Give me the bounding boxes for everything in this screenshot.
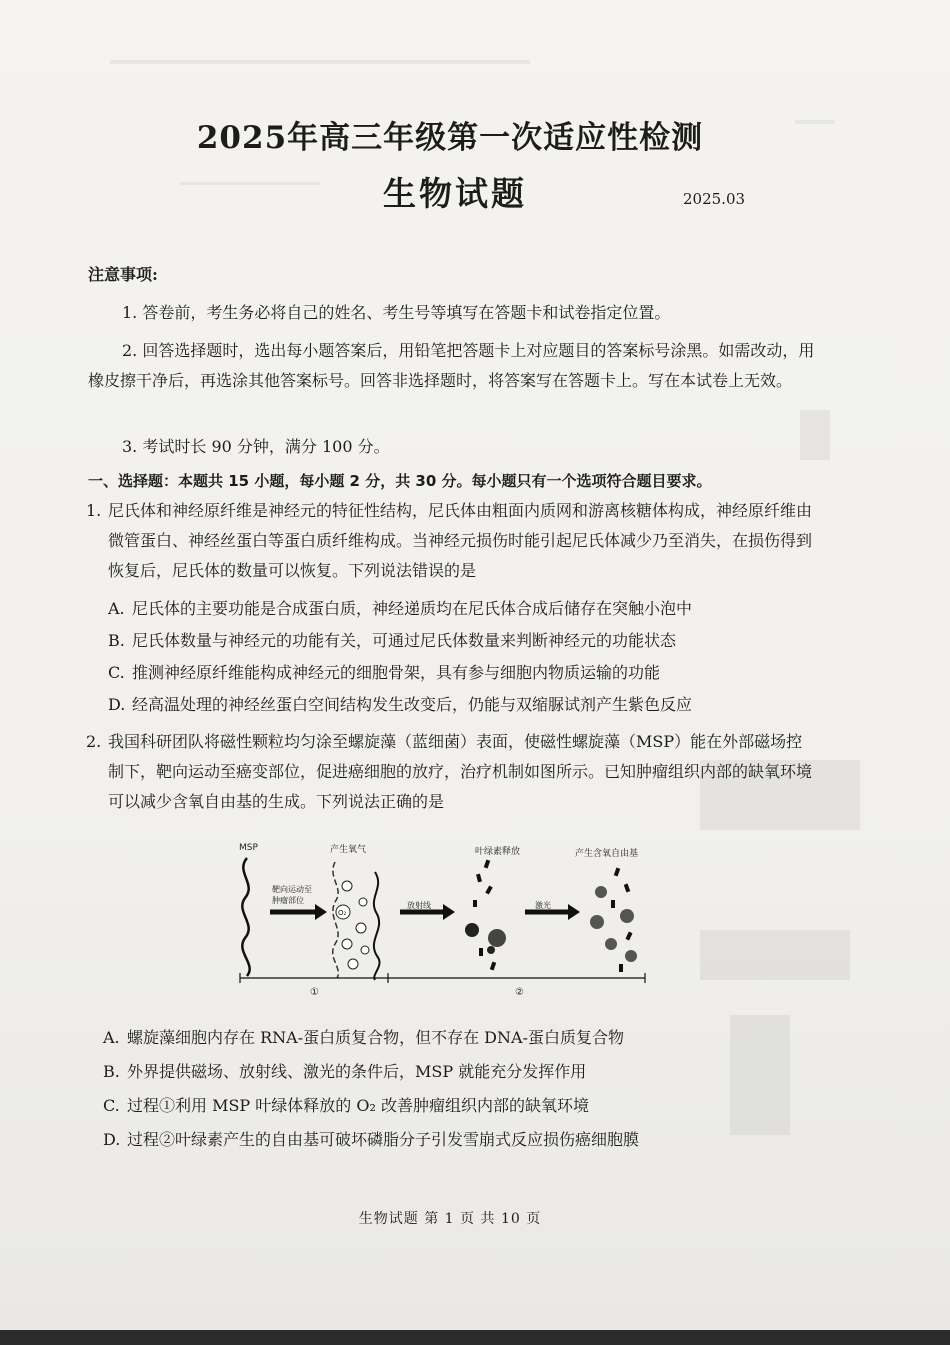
page-footer: 生物试题 第 1 页 共 10 页 xyxy=(358,1211,542,1227)
figure-label-laser: 激光 xyxy=(535,901,551,910)
notice-item-2: 2. 回答选择题时，选出每小题答案后，用铅笔把答题卡上对应题目的答案标号涂黑。如需改动，用橡皮擦干净后，再选涂其他答案标号。回答非选择题时，将答案写在答题卡上。写在本试卷上无效。 xyxy=(88,341,815,390)
exam-title: 2025年高三年级第一次适应性检测 xyxy=(196,120,704,156)
radical-particle xyxy=(625,950,637,962)
question-2 xyxy=(88,727,818,817)
q1-option-b: B. 尼氏体数量与神经元的功能有关，可通过尼氏体数量来判断神经元的功能状态 xyxy=(108,631,677,650)
arrow-step1-head xyxy=(315,904,327,920)
scan-edge xyxy=(0,1330,950,1345)
o2-bubble xyxy=(359,898,367,906)
exam-date: 2025.03 xyxy=(683,190,746,208)
radical-particle xyxy=(595,886,607,898)
q2-option-d: D. 过程②叶绿素产生的自由基可破坏磷脂分子引发雪崩式反应损伤癌细胞膜 xyxy=(103,1130,640,1149)
figure-label-o2: O₂ xyxy=(338,909,347,917)
notice-heading: 注意事项: xyxy=(88,265,158,284)
fragment xyxy=(625,932,632,941)
fragment xyxy=(484,860,490,869)
o2-bubble xyxy=(361,946,369,954)
treatment-mechanism-figure xyxy=(235,840,675,1000)
question-stem: 尼氏体和神经原纤维是神经元的特征性结构，尼氏体由粗面内质网和游离核糖体构成，神经原纤维由微管蛋白、神经丝蛋白等蛋白质纤维构成。当神经元损伤时能引起尼氏体减少乃至消失，在损伤得到恢复后，尼氏体的数量可以恢复。下列说法错误的是 xyxy=(108,501,813,580)
fragment xyxy=(476,874,482,883)
question-1 xyxy=(88,496,818,586)
fragment xyxy=(479,948,483,956)
figure-stage-2: ② xyxy=(515,987,524,998)
chlorophyll-particle xyxy=(488,929,506,947)
q2-option-c: C. 过程①利用 MSP 叶绿体释放的 O₂ 改善肿瘤组织内部的缺氧环境 xyxy=(103,1096,589,1115)
fragment xyxy=(490,962,496,971)
notice-item-3: 3. 考试时长 90 分钟，满分 100 分。 xyxy=(122,437,390,456)
question-stem: 我国科研团队将磁性颗粒均匀涂至螺旋藻（蓝细菌）表面，使磁性螺旋藻（MSP）能在外部磁场控制下，靶向运动至癌变部位，促进癌细胞的放疗，治疗机制如图所示。已知肿瘤组织内部的缺氧环境可以减少含氧自由基的生成。下列说法正确的是 xyxy=(108,732,813,811)
figure-label-oxygen: 产生氧气 xyxy=(330,845,367,855)
q2-option-a: A. 螺旋藻细胞内存在 RNA-蛋白质复合物，但不存在 DNA-蛋白质复合物 xyxy=(103,1028,624,1047)
fragment xyxy=(473,900,477,907)
fragment xyxy=(624,884,630,893)
question-number: 1. xyxy=(86,501,102,520)
fragment xyxy=(619,964,623,972)
fragment xyxy=(611,900,615,908)
arrow-laser-head xyxy=(568,904,580,920)
subject-title: 生物试题 xyxy=(383,174,527,213)
o2-bubble xyxy=(342,881,352,891)
figure-stage-1: ① xyxy=(310,987,319,998)
fragment xyxy=(485,886,492,895)
arrow-radiation-head xyxy=(443,904,455,920)
figure-label-radiation: 放射线 xyxy=(407,901,431,910)
o2-bubble xyxy=(342,939,352,949)
bleed-through-mark xyxy=(800,410,830,460)
figure-label-chlorophyll: 叶绿素释放 xyxy=(475,847,521,857)
spiral-oxygen-left xyxy=(333,862,339,978)
msp-spiral xyxy=(242,858,249,976)
bleed-through-mark xyxy=(730,1015,790,1135)
chlorophyll-particle xyxy=(465,923,479,937)
chlorophyll-particle xyxy=(487,946,495,954)
bleed-through-mark xyxy=(110,60,530,64)
q2-option-b: B. 外界提供磁场、放射线、激光的条件后，MSP 就能充分发挥作用 xyxy=(103,1062,587,1081)
q1-option-a: A. 尼氏体的主要功能是合成蛋白质，神经递质均在尼氏体合成后储存在突触小泡中 xyxy=(108,599,693,618)
radical-particle xyxy=(605,938,617,950)
question-number: 2. xyxy=(86,732,102,751)
radical-particle xyxy=(590,915,604,929)
figure-label-msp: MSP xyxy=(239,843,258,853)
bleed-through-mark xyxy=(700,930,850,980)
figure-label-step1b: 肿瘤部位 xyxy=(272,896,304,905)
fragment xyxy=(614,868,620,877)
figure-label-radical: 产生含氧自由基 xyxy=(575,849,639,859)
figure-label-step1: 靶向运动至 xyxy=(272,885,312,894)
q1-option-d: D. 经高温处理的神经丝蛋白空间结构发生改变后，仍能与双缩脲试剂产生紫色反应 xyxy=(108,695,693,714)
o2-bubble xyxy=(356,923,366,933)
q1-option-c: C. 推测神经原纤维能构成神经元的细胞骨架，具有参与细胞内物质运输的功能 xyxy=(108,663,661,682)
notice-item-1: 1. 答卷前，考生务必将自己的姓名、考生号等填写在答题卡和试卷指定位置。 xyxy=(122,303,671,322)
o2-bubble xyxy=(348,959,358,969)
radical-particle xyxy=(620,909,634,923)
spiral-oxygen-right xyxy=(374,872,380,980)
section-heading: 一、选择题：本题共 15 小题，每小题 2 分，共 30 分。每小题只有一个选项符合题目要求。 xyxy=(88,472,712,490)
